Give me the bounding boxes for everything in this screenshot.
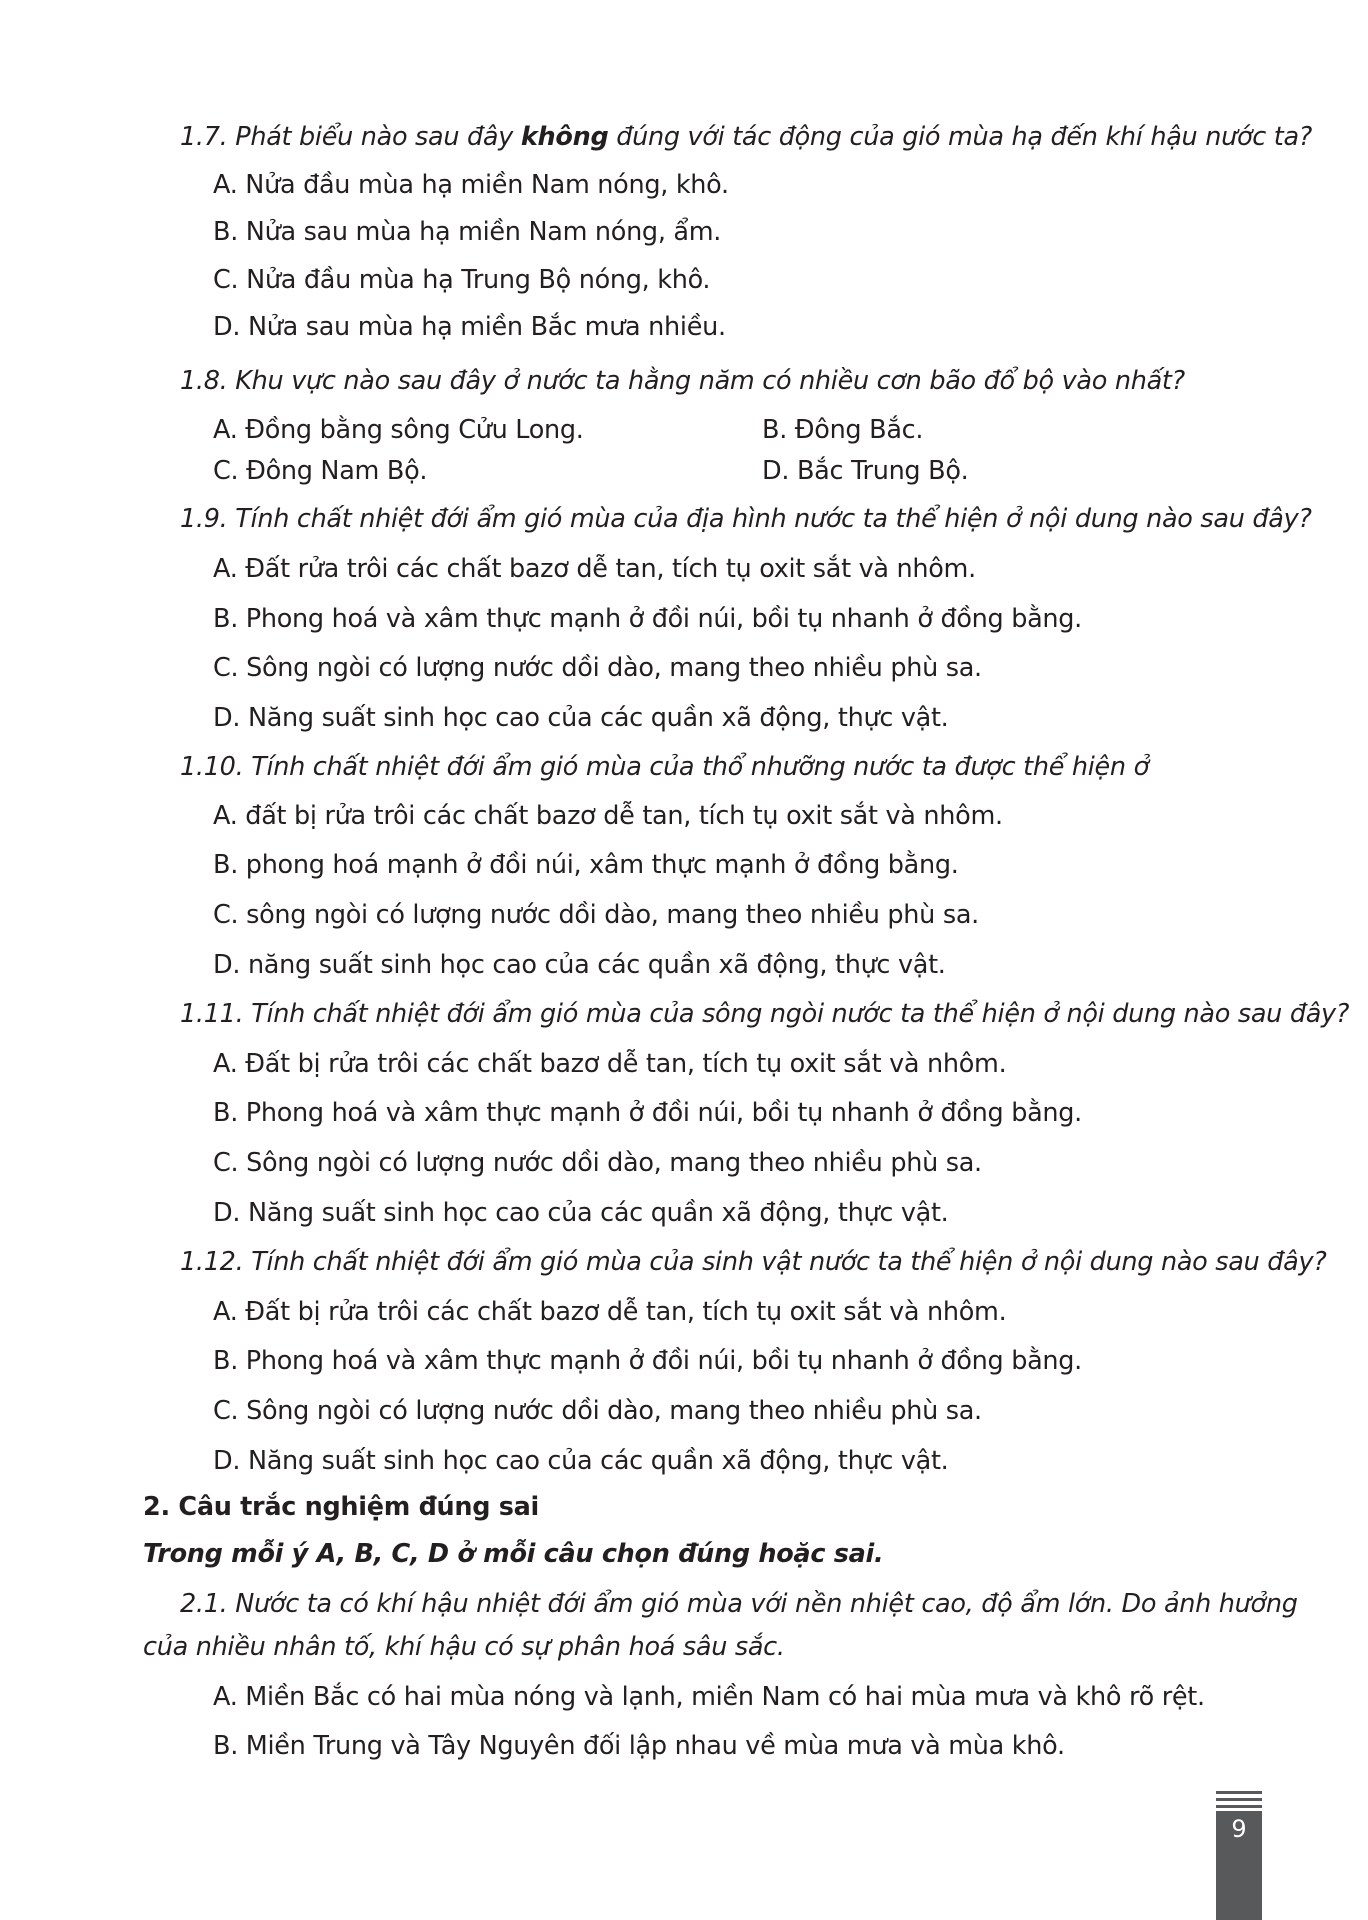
- question-stem-suffix: đúng với tác động của gió mùa hạ đến khí hậu nước ta?: [608, 122, 1313, 152]
- question-1-8-option-a: A. Đồng bằng sông Cửu Long.: [213, 415, 584, 445]
- emphasis-word: không: [520, 122, 609, 152]
- question-1-12-option-c: C. Sông ngòi có lượng nước dồi dào, mang theo nhiều phù sa.: [213, 1396, 982, 1426]
- question-1-10-stem: 1.10. Tính chất nhiệt đới ẩm gió mùa của thổ nhưỡng nước ta được thể hiện ở: [180, 752, 1149, 782]
- question-1-9-option-b: B. Phong hoá và xâm thực mạnh ở đồi núi, bồi tụ nhanh ở đồng bằng.: [213, 604, 1082, 634]
- question-1-11-option-c: C. Sông ngòi có lượng nước dồi dào, mang theo nhiều phù sa.: [213, 1148, 982, 1178]
- question-1-8-option-b: B. Đông Bắc.: [762, 415, 924, 445]
- question-1-10-option-d: D. năng suất sinh học cao của các quần xã động, thực vật.: [213, 950, 946, 980]
- section-2-instruction: Trong mỗi ý A, B, C, D ở mỗi câu chọn đúng hoặc sai.: [143, 1539, 884, 1569]
- page-tab-rule-bottom: [1216, 1805, 1262, 1808]
- page-number: 9: [1231, 1815, 1247, 1843]
- question-1-8-stem: 1.8. Khu vực nào sau đây ở nước ta hằng năm có nhiều cơn bão đổ bộ vào nhất?: [180, 366, 1185, 396]
- question-1-7-option-d: D. Nửa sau mùa hạ miền Bắc mưa nhiều.: [213, 312, 726, 342]
- question-stem-prefix: 1.7. Phát biểu nào sau đây: [180, 122, 521, 152]
- question-1-10-option-b: B. phong hoá mạnh ở đồi núi, xâm thực mạnh ở đồng bằng.: [213, 850, 959, 880]
- page-tab-rule-top: [1216, 1791, 1262, 1794]
- question-2-1-option-b: B. Miền Trung và Tây Nguyên đối lập nhau về mùa mưa và mùa khô.: [213, 1731, 1065, 1761]
- question-2-1-stem-line1: 2.1. Nước ta có khí hậu nhiệt đới ẩm gió mùa với nền nhiệt cao, độ ẩm lớn. Do ảnh hưởng: [180, 1589, 1298, 1619]
- question-2-1-option-a: A. Miền Bắc có hai mùa nóng và lạnh, miền Nam có hai mùa mưa và khô rõ rệt.: [213, 1682, 1205, 1712]
- question-1-11-stem: 1.11. Tính chất nhiệt đới ẩm gió mùa của sông ngòi nước ta thể hiện ở nội dung nào sau đây?: [180, 999, 1350, 1029]
- question-1-7-stem: [180, 120, 1312, 154]
- question-1-8-option-c: C. Đông Nam Bộ.: [213, 456, 428, 486]
- question-1-12-stem: 1.12. Tính chất nhiệt đới ẩm gió mùa của sinh vật nước ta thể hiện ở nội dung nào sau đây?: [180, 1247, 1327, 1277]
- question-2-1-stem-line2: của nhiều nhân tố, khí hậu có sự phân hoá sâu sắc.: [143, 1632, 785, 1662]
- question-1-11-option-d: D. Năng suất sinh học cao của các quần xã động, thực vật.: [213, 1198, 949, 1228]
- question-1-10-option-a: A. đất bị rửa trôi các chất bazơ dễ tan, tích tụ oxit sắt và nhôm.: [213, 801, 1003, 831]
- question-1-8-option-d: D. Bắc Trung Bộ.: [762, 456, 969, 486]
- question-1-11-option-a: A. Đất bị rửa trôi các chất bazơ dễ tan, tích tụ oxit sắt và nhôm.: [213, 1049, 1007, 1079]
- question-1-12-option-d: D. Năng suất sinh học cao của các quần xã động, thực vật.: [213, 1446, 949, 1476]
- question-1-12-option-b: B. Phong hoá và xâm thực mạnh ở đồi núi, bồi tụ nhanh ở đồng bằng.: [213, 1346, 1082, 1376]
- question-1-9-option-c: C. Sông ngòi có lượng nước dồi dào, mang theo nhiều phù sa.: [213, 653, 982, 683]
- question-1-9-option-d: D. Năng suất sinh học cao của các quần xã động, thực vật.: [213, 703, 949, 733]
- question-1-12-option-a: A. Đất bị rửa trôi các chất bazơ dễ tan, tích tụ oxit sắt và nhôm.: [213, 1297, 1007, 1327]
- section-2-heading: 2. Câu trắc nghiệm đúng sai: [143, 1492, 539, 1522]
- question-1-9-option-a: A. Đất rửa trôi các chất bazơ dễ tan, tích tụ oxit sắt và nhôm.: [213, 554, 976, 584]
- question-1-11-option-b: B. Phong hoá và xâm thực mạnh ở đồi núi, bồi tụ nhanh ở đồng bằng.: [213, 1098, 1082, 1128]
- question-1-10-option-c: C. sông ngòi có lượng nước dồi dào, mang theo nhiều phù sa.: [213, 900, 979, 930]
- page-tab-rule-middle: [1216, 1798, 1262, 1801]
- question-1-7-option-c: C. Nửa đầu mùa hạ Trung Bộ nóng, khô.: [213, 265, 711, 295]
- question-1-7-option-b: B. Nửa sau mùa hạ miền Nam nóng, ẩm.: [213, 217, 722, 247]
- question-1-7-option-a: A. Nửa đầu mùa hạ miền Nam nóng, khô.: [213, 170, 729, 200]
- question-1-9-stem: 1.9. Tính chất nhiệt đới ẩm gió mùa của địa hình nước ta thể hiện ở nội dung nào sau đây?: [180, 504, 1312, 534]
